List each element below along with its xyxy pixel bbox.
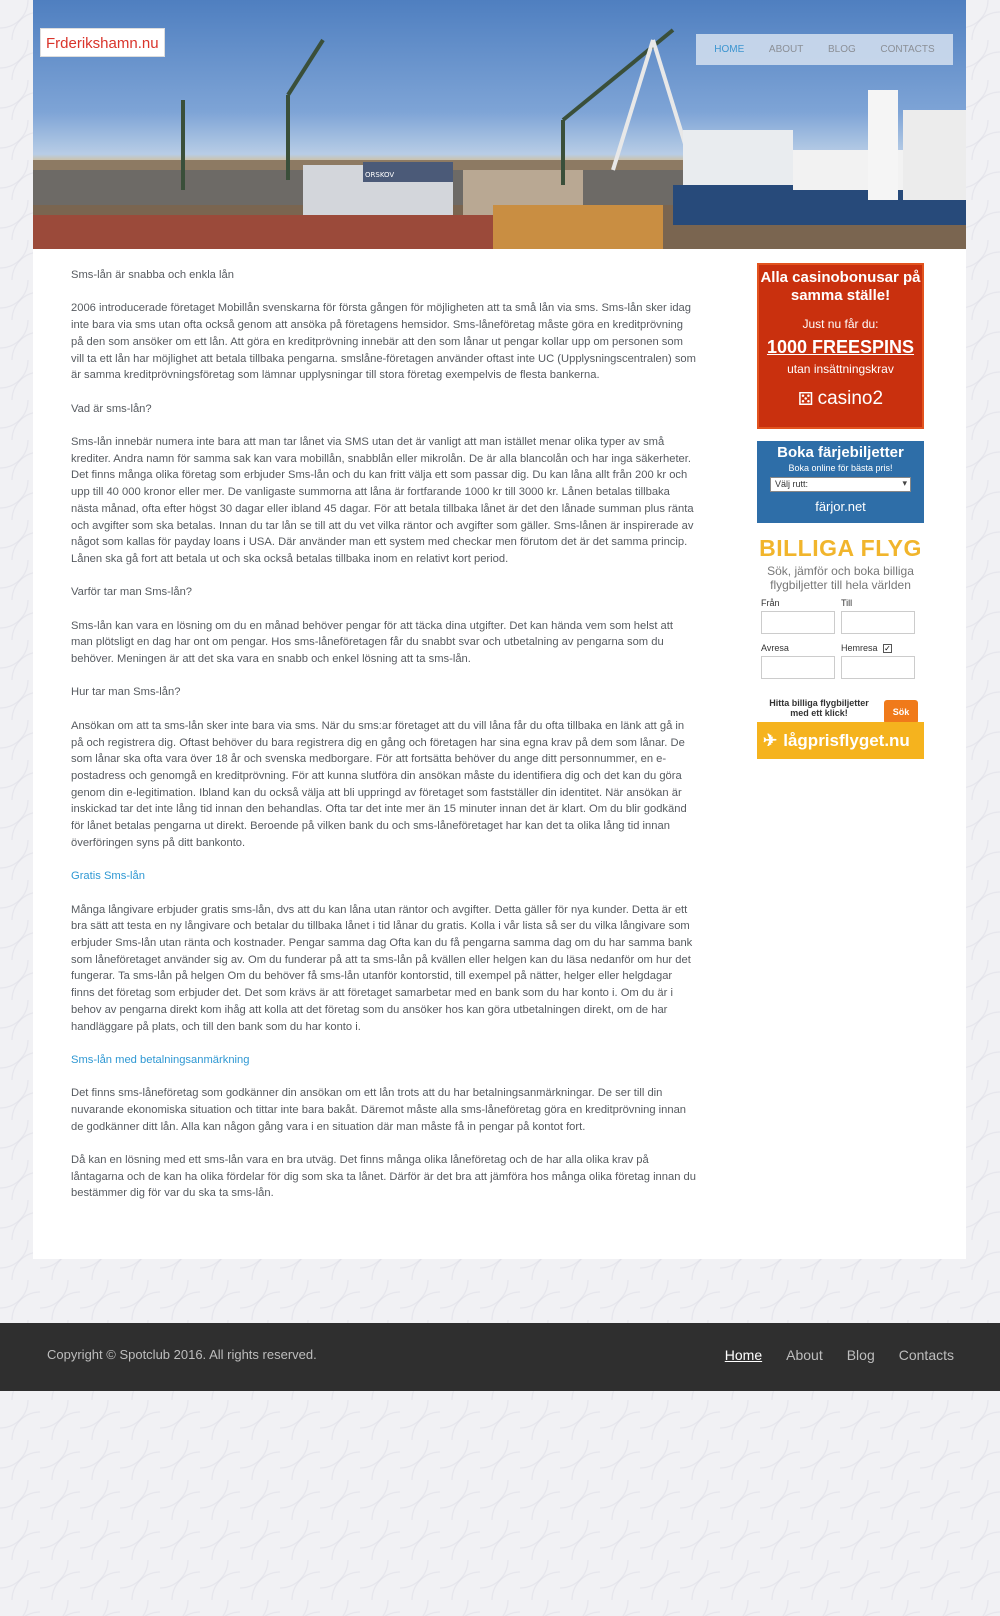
to-input[interactable] bbox=[841, 611, 915, 634]
ferry-ad-brand: färjor.net bbox=[815, 499, 866, 514]
article-link-heading[interactable]: Gratis Sms-lån bbox=[71, 870, 145, 883]
flight-find-text: Hitta billiga flygbiljetter med ett klick! bbox=[769, 698, 869, 718]
footer-nav-home[interactable]: Home bbox=[724, 1347, 763, 1363]
casino-ad-offer: 1000 FREESPINS bbox=[766, 337, 915, 357]
footer bbox=[0, 1323, 1000, 1391]
flight-ad-sub: Sök, jämför och boka billiga flygbiljetter till hela världen bbox=[767, 564, 914, 592]
flight-form bbox=[757, 598, 924, 694]
article-heading: Varför tar man Sms-lån? bbox=[71, 586, 193, 599]
from-label: Från bbox=[761, 598, 780, 608]
content-panel bbox=[33, 249, 966, 1259]
casino-ad-brand-name: casino2 bbox=[817, 388, 884, 409]
article-paragraph: Många långivare erbjuder gratis sms-lån, dvs att du kan låna utan räntor och avgifter. Detta gäller för nya kunder. Detta är ett bra sätt att testa en ny långivare och betalar du tillbaka lånet i tid lånar du gratis. Kolla i vår lista så ser du vilka långivare som erbjuder Sms-lån utan ränta och kostnader. Pengar samma dag Ofta kan du få pengarna samma dag om du har samma bank som låneföretaget använder sig av. Om du funderar på att ta sms-lån på kvällen eller helgen kan du läsa nedanför om hur det fungerar. Ta sms-lån på helgen Om du behöver få sms-lån utanför kontorstid, till exempel på nätter, helger eller helgdagar finns det företag som erbjuder det. Det som krävs är att företaget samarbetar med en bank som du har konto i. Om du är i behov av pengarna direkt kom ihåg att kolla att det företag som du ansöker hos kan göra utbetalningen direkt, om de har handläggare på plats, och till den bank som du har konto i. bbox=[71, 903, 693, 1033]
header-banner bbox=[33, 0, 966, 249]
ferry-ad-title: Boka färjebiljetter bbox=[777, 444, 904, 461]
casino-ad-sub: Just nu får du: bbox=[802, 317, 879, 331]
casino-ad-note: utan insättningskrav bbox=[787, 362, 894, 376]
article-heading: Hur tar man Sms-lån? bbox=[71, 686, 181, 699]
footer-nav-about[interactable]: About bbox=[786, 1347, 823, 1363]
article-paragraph: Då kan en lösning med ett sms-lån vara en bra utväg. Det finns många olika låneföretag och de har alla olika krav på låntagarna och de kan ha olika fördelar för dig som ska ta lånet. Därför är det bra att jämföra hos många olika företag innan du bestämmer dig för var du ska ta sms-lån. bbox=[71, 1154, 696, 1200]
depart-input[interactable] bbox=[761, 656, 835, 679]
casino-ad-brand bbox=[759, 388, 922, 410]
article bbox=[71, 267, 697, 1219]
flight-search-button[interactable]: Sök bbox=[884, 700, 918, 724]
flight-ad-title: BILLIGA FLYG bbox=[759, 535, 922, 561]
article-heading: Vad är sms-lån? bbox=[71, 402, 152, 415]
nav-blog[interactable]: BLOG bbox=[827, 44, 856, 55]
nav-contacts[interactable]: CONTACTS bbox=[880, 44, 935, 55]
to-label: Till bbox=[841, 598, 853, 608]
ferry-ad[interactable] bbox=[757, 441, 924, 523]
plane-icon: ✈ bbox=[763, 730, 778, 750]
ferry-ad-sub: Boka online för bästa pris! bbox=[788, 463, 893, 473]
dice-icon: ⚄ bbox=[797, 388, 814, 409]
footer-nav-contacts[interactable]: Contacts bbox=[898, 1347, 954, 1363]
flight-ad bbox=[757, 535, 924, 759]
casino-ad[interactable] bbox=[757, 263, 924, 429]
return-checkbox[interactable]: ✓ bbox=[884, 644, 891, 653]
flight-ad-brand-name: lågprisflyget.nu bbox=[783, 730, 910, 750]
copyright: Copyright © Spotclub 2016. All rights reserved. bbox=[47, 1347, 317, 1362]
site-logo[interactable]: Frderikshamn.nu bbox=[40, 28, 165, 57]
article-heading: Sms-lån är snabba och enkla lån bbox=[71, 269, 234, 281]
article-paragraph: Sms-lån innebär numera inte bara att man tar lånet via SMS utan det är vanligt att man istället menar olika typer av små krediter. Andra namn för samma sak kan vara mobillån, snabblån eller mikrolån. De är alla blancolån och har inga säkerheter. Det finns många olika företag som erbjuder Sms-lån och du kan fritt välja ett som passar dig. Du kan låna allt från 200 kr och upp till 40 000 kronor eller mer. De vanligaste summorna att låna är fortfarande 1000 kr till 3000 kr. Lånen betalas tillbaka nästa månad, ofta efter högst 30 dagar eller ibland 45 dagar. För att betala tillbaka lånet är det den lånade summan plus ränta och avgifter som ska betalas. Innan du tar lån se till att du vet vilka räntor och avgifter som gäller. Sms-lånen är inspirerade av något som kallas för payday loans i USA. Där använder man ett system med checkar men förutom det är det samma princip. Lånen ska gå fort att betala ut och ska också betalas tillbaka inom en relativt kort period. bbox=[71, 435, 694, 565]
top-nav bbox=[696, 34, 953, 65]
article-paragraph: Ansökan om att ta sms-lån sker inte bara via sms. När du sms:ar företaget att du vill låna får du ofta tillbaka en länk att gå in på och registrera dig. Oftast behöver du bara registrera dig en gång och företagen har sina egna krav på dem som lånar. De som lånar ska ofta vara över 18 år och svenska medborgare. För att fortsätta behöver du ange ditt personnummer, en e-postadress och genomgå en kreditprövning. För att kunna slutföra din ansökan måste du identifiera dig och det kan du göra genom din e-legitimation. Ibland kan du också välja att bli uppringd av företaget som fastställer din identitet. När ansökan är inskickad tar det inte lång tid innan den behandlas. Ofta tar det inte mer än 15 minuter innan det är klart. Om du blir godkänd för lånet betalas pengarna ut direkt. Beroende på vilken bank du och sms-låneföretaget har kan det ta olika lång tid innan överföringen syns på ditt bankonto. bbox=[71, 719, 687, 849]
from-input[interactable] bbox=[761, 611, 835, 634]
route-select[interactable]: Välj rutt: ▾ bbox=[770, 477, 911, 492]
casino-ad-title: Alla casinobonusar på samma ställe! bbox=[760, 269, 921, 304]
article-paragraph: 2006 introducerade företaget Mobillån svenskarna för första gången för möjligheten att ta små lån via sms. Sms-lån sker idag inte bara via sms utan ofta också genom att ansöka på företagens hemsidor. Sms-låneföretag måste göra en kreditprövning på den som ansöker om ett lån. Att göra en kreditprövning innebär att den som lånar ut pengar kollar upp om personen som vill ta ett lån har möjlighet att betala tillbaka pengarna. smslåne-företagen använder oftast inte UC (Upplysningscentralen) som är samma kreditprövningsföretag som lämnar upplysningar till stora företag exempelvis de flesta bankerna. bbox=[71, 302, 696, 382]
return-input[interactable] bbox=[841, 656, 915, 679]
article-paragraph: Det finns sms-låneföretag som godkänner din ansökan om ett lån trots att du har betalningsanmärkningar. De ser till din nuvarande ekonomiska situation och tittar inte bara bakåt. Däremot måste alla sms-låneföretag göra en kreditprövning innan de godkänner ditt lån. Alla kan någon gång vara i en situation där man måste få in pengar på kontot fort. bbox=[71, 1087, 687, 1133]
return-label: Hemresa bbox=[841, 643, 878, 653]
nav-home[interactable]: HOME bbox=[714, 44, 745, 55]
footer-nav-blog[interactable]: Blog bbox=[846, 1347, 875, 1363]
page bbox=[33, 0, 966, 249]
depart-label: Avresa bbox=[761, 643, 789, 653]
banner-sign: ORSKOV bbox=[365, 171, 395, 179]
article-paragraph: Sms-lån kan vara en lösning om du en månad behöver pengar för att täcka dina utgifter. Det kan hända vem som helst att man plötsligt en dag har ont om pengar. Hos sms-låneföretagen får du snabbt svar och utbetalning av pengarna som du behöver. Meningen är att det ska vara en snabb och enkel lösning att ta sms-lån. bbox=[71, 619, 673, 666]
article-link-heading[interactable]: Sms-lån med betalningsanmärkning bbox=[71, 1053, 250, 1066]
nav-about[interactable]: ABOUT bbox=[768, 44, 804, 55]
footer-nav bbox=[725, 1347, 954, 1363]
flight-ad-brand[interactable] bbox=[757, 722, 924, 759]
